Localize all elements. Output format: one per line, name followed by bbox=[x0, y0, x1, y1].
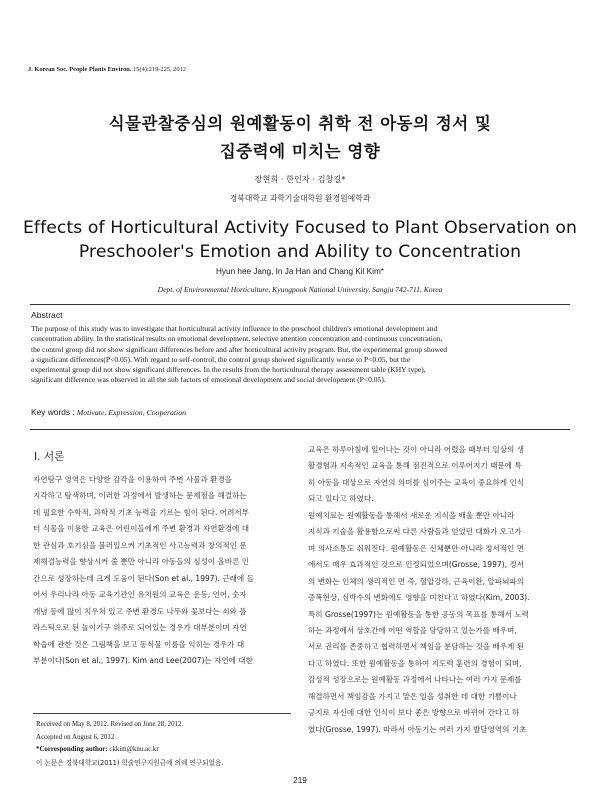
body-line: 부분이다(Son et al., 1997). Kim and Lee(2007)는 자연에 대한 bbox=[33, 655, 253, 665]
abstract-body bbox=[31, 324, 569, 386]
abstract-line: a significant differences(P<0.05). With regard to self-control, the control group showed significantly worse to P<0.05, but the bbox=[31, 354, 411, 364]
body-line: 학습에 관한 것은 그림책을 보고 동식물 이름을 익히는 경우가 대 bbox=[33, 639, 245, 649]
keywords-values: Motivate, Expression, Cooperation bbox=[76, 408, 187, 417]
body-line: 의 변화는 인체의 생리적인 면 즉, 혈압강하, 근육이완, 알파뇌파의 bbox=[308, 576, 524, 586]
korean-affiliation: 경북대학교 과학기술대학원 환경원예학과 bbox=[229, 194, 371, 203]
body-line: 원예치료는 원예활동을 통해서 새로운 지식을 배울 뿐만 아니라 bbox=[308, 510, 515, 520]
footnotes bbox=[36, 719, 294, 769]
body-line: 제해결능력을 향상시켜 줄 뿐만 아니라 아동들의 심성이 올바른 인 bbox=[33, 557, 250, 567]
body-line: 되고 있다고 하였다. bbox=[308, 494, 374, 504]
body-line: 지각하고 탐색하며, 이러한 과정에서 발생하는 문제점을 해결하는 bbox=[33, 491, 247, 501]
keywords bbox=[31, 407, 186, 417]
body-line: 며 의사소통도 쉬워진다. 원예활동은 신체뿐만 아니라 정서적인 면 bbox=[308, 543, 525, 553]
body-line: 해결하면서 책임감을 가지고 맡은 일을 성취한 데 대한 기쁨이나 bbox=[308, 691, 517, 701]
abstract-line: The purpose of this study was to investigate that horticultural activity influence to the preschool children's emotional development and bbox=[31, 324, 438, 333]
body-line: 활경험과 지속적인 교육을 통해 점진적으로 이루어지기 때문에 특 bbox=[308, 461, 522, 471]
abstract-heading: Abstract bbox=[31, 310, 63, 320]
body-line: 특히 Grosse(1997)는 원예활동을 통한 공동의 목표를 통해서 노력 bbox=[308, 609, 529, 619]
body-line: 어서 우리나라 아동 교육기관인 유치원의 교육은 운동, 언어, 숫자 bbox=[33, 590, 247, 600]
body-line: 자연탐구 영역은 다양한 감각을 이용하여 주변 사물과 환경을 bbox=[33, 475, 233, 484]
body-line: 개념 등에 많이 치우쳐 있고 주변 환경도 나무와 꽃보다는 쇠와 플 bbox=[33, 606, 247, 616]
abstract-bottom-rule bbox=[30, 429, 570, 430]
abstract-top-rule bbox=[30, 304, 570, 305]
journal-header bbox=[28, 66, 186, 73]
corresponding-email[interactable]: ckkim@knu.ac.kr bbox=[109, 746, 159, 754]
body-line: 데 필요한 수학적, 과학적 기초 능력을 기르는 힘이 된다. 어려서부 bbox=[33, 507, 249, 517]
body-line: 서로 권리를 존중하고 협력하면서 책임을 분담하는 것을 배우게 된 bbox=[308, 642, 525, 652]
body-line: 간으로 성장하는데 크게 도움이 된다(Son et al., 1997). 근래에 들 bbox=[33, 573, 254, 583]
body-line: 라스틱으로 된 놀이기구 위주로 되어있는 경우가 대부분이며 자연 bbox=[33, 623, 247, 633]
english-title-line-1: Effects of Horticultural Activity Focused to Plant Observation on bbox=[22, 218, 578, 238]
footnote-rule bbox=[33, 713, 291, 714]
korean-title-line-1: 식물관찰중심의 원예활동이 취학 전 아동의 정서 및 bbox=[108, 114, 492, 133]
body-line: 터 식물을 이용한 교육은 어린이들에게 주변 환경과 자연환경에 대 bbox=[33, 524, 250, 534]
right-text-column bbox=[308, 442, 568, 738]
english-authors: Hyun hee Jang, In Ja Han and Chang Kil Kim* bbox=[216, 267, 384, 276]
body-line: 하는 과정에서 상호간에 어떤 역할을 담당하고 있는가를 배우며, bbox=[308, 625, 517, 635]
body-line: 지식과 기술을 활용함으로써 다른 사람들과 얻었던 대화가 오고가 bbox=[308, 527, 522, 537]
body-line: 교육은 하루아침에 일어나는 것이 아니라 어렸을 때부터 일상의 생 bbox=[308, 445, 525, 454]
body-line: 에서도 매우 효과적인 것으로 인정되었으며(Grosse, 1997), 정서 bbox=[308, 560, 525, 570]
english-affiliation: Dept. of Environmental Horticulture, Kyungpook National University, Sangju 742-711, Korea bbox=[157, 285, 443, 294]
footnote-funding: 이 논문은 경북대학교(2011) 학술연구지원금에 의해 연구되었음. bbox=[36, 758, 224, 767]
keywords-label: Key words : bbox=[31, 407, 75, 417]
body-line: 다고 하였다. 또한 원예활동을 통하여 지도력 훈련의 경험이 되며, bbox=[308, 658, 522, 668]
body-line: 긍지로 자신에 대한 인식이 보다 좋은 방향으로 바뀌어 간다고 하 bbox=[308, 708, 520, 718]
body-line: 감성적 성장으로는 원예활동 과정에서 나타나는 여러 가지 문제를 bbox=[308, 675, 522, 685]
page-number: 219 bbox=[293, 776, 307, 785]
footnote-received: Received on May 8, 2012. Revised on June 28, 2012. bbox=[36, 721, 184, 728]
left-text-column bbox=[33, 472, 291, 669]
body-line: 증폭현상, 심박수의 변화에도 영향을 미친다고 하였다(Kim, 2003). bbox=[308, 593, 530, 603]
english-title-line-2: Preschooler's Emotion and Ability to Concentration bbox=[78, 242, 522, 262]
journal-name: J. Korean Soc. People Plants Environ. bbox=[28, 66, 132, 73]
abstract-line: concentration ability. In the statistical results on emotional development, selective attention concentration and continuous concentration, bbox=[31, 334, 443, 344]
body-line: 한 관심과 호기심을 불러일으켜 기초적인 사고능력과 창의적인 문 bbox=[33, 540, 247, 550]
footnote-accepted: Accepted on August 6, 2012 bbox=[36, 733, 115, 741]
body-line: 히 아동을 대상으로 자연의 의미를 심어주는 교육이 중요하게 인식 bbox=[308, 477, 525, 487]
footnote-corresponding bbox=[36, 744, 294, 757]
korean-authors: 장현희 · 한인자 · 김창길* bbox=[254, 174, 346, 184]
section-heading-introduction: I. 서론 bbox=[34, 451, 65, 463]
body-line: 였다(Grosse, 1997). 따라서 아동기는 여러 가지 발달영역의 기초 bbox=[308, 724, 527, 734]
corresponding-label: *Corresponding author: bbox=[36, 746, 108, 754]
abstract-line: experimental group did not show significant differences. In the results from the horticultural therapy assessment table (KHY type), bbox=[31, 365, 426, 375]
abstract-line: significant difference was observed in all the sub factors of emotional development and social development (P<0.05). bbox=[31, 375, 386, 385]
abstract-line: the control group did not show significant differences before and after horticultural activity program. But, the experimental group showed bbox=[31, 344, 448, 354]
korean-title-line-2: 집중력에 미치는 영향 bbox=[219, 142, 381, 161]
journal-citation: 15(4):219-225, 2012 bbox=[133, 66, 186, 73]
